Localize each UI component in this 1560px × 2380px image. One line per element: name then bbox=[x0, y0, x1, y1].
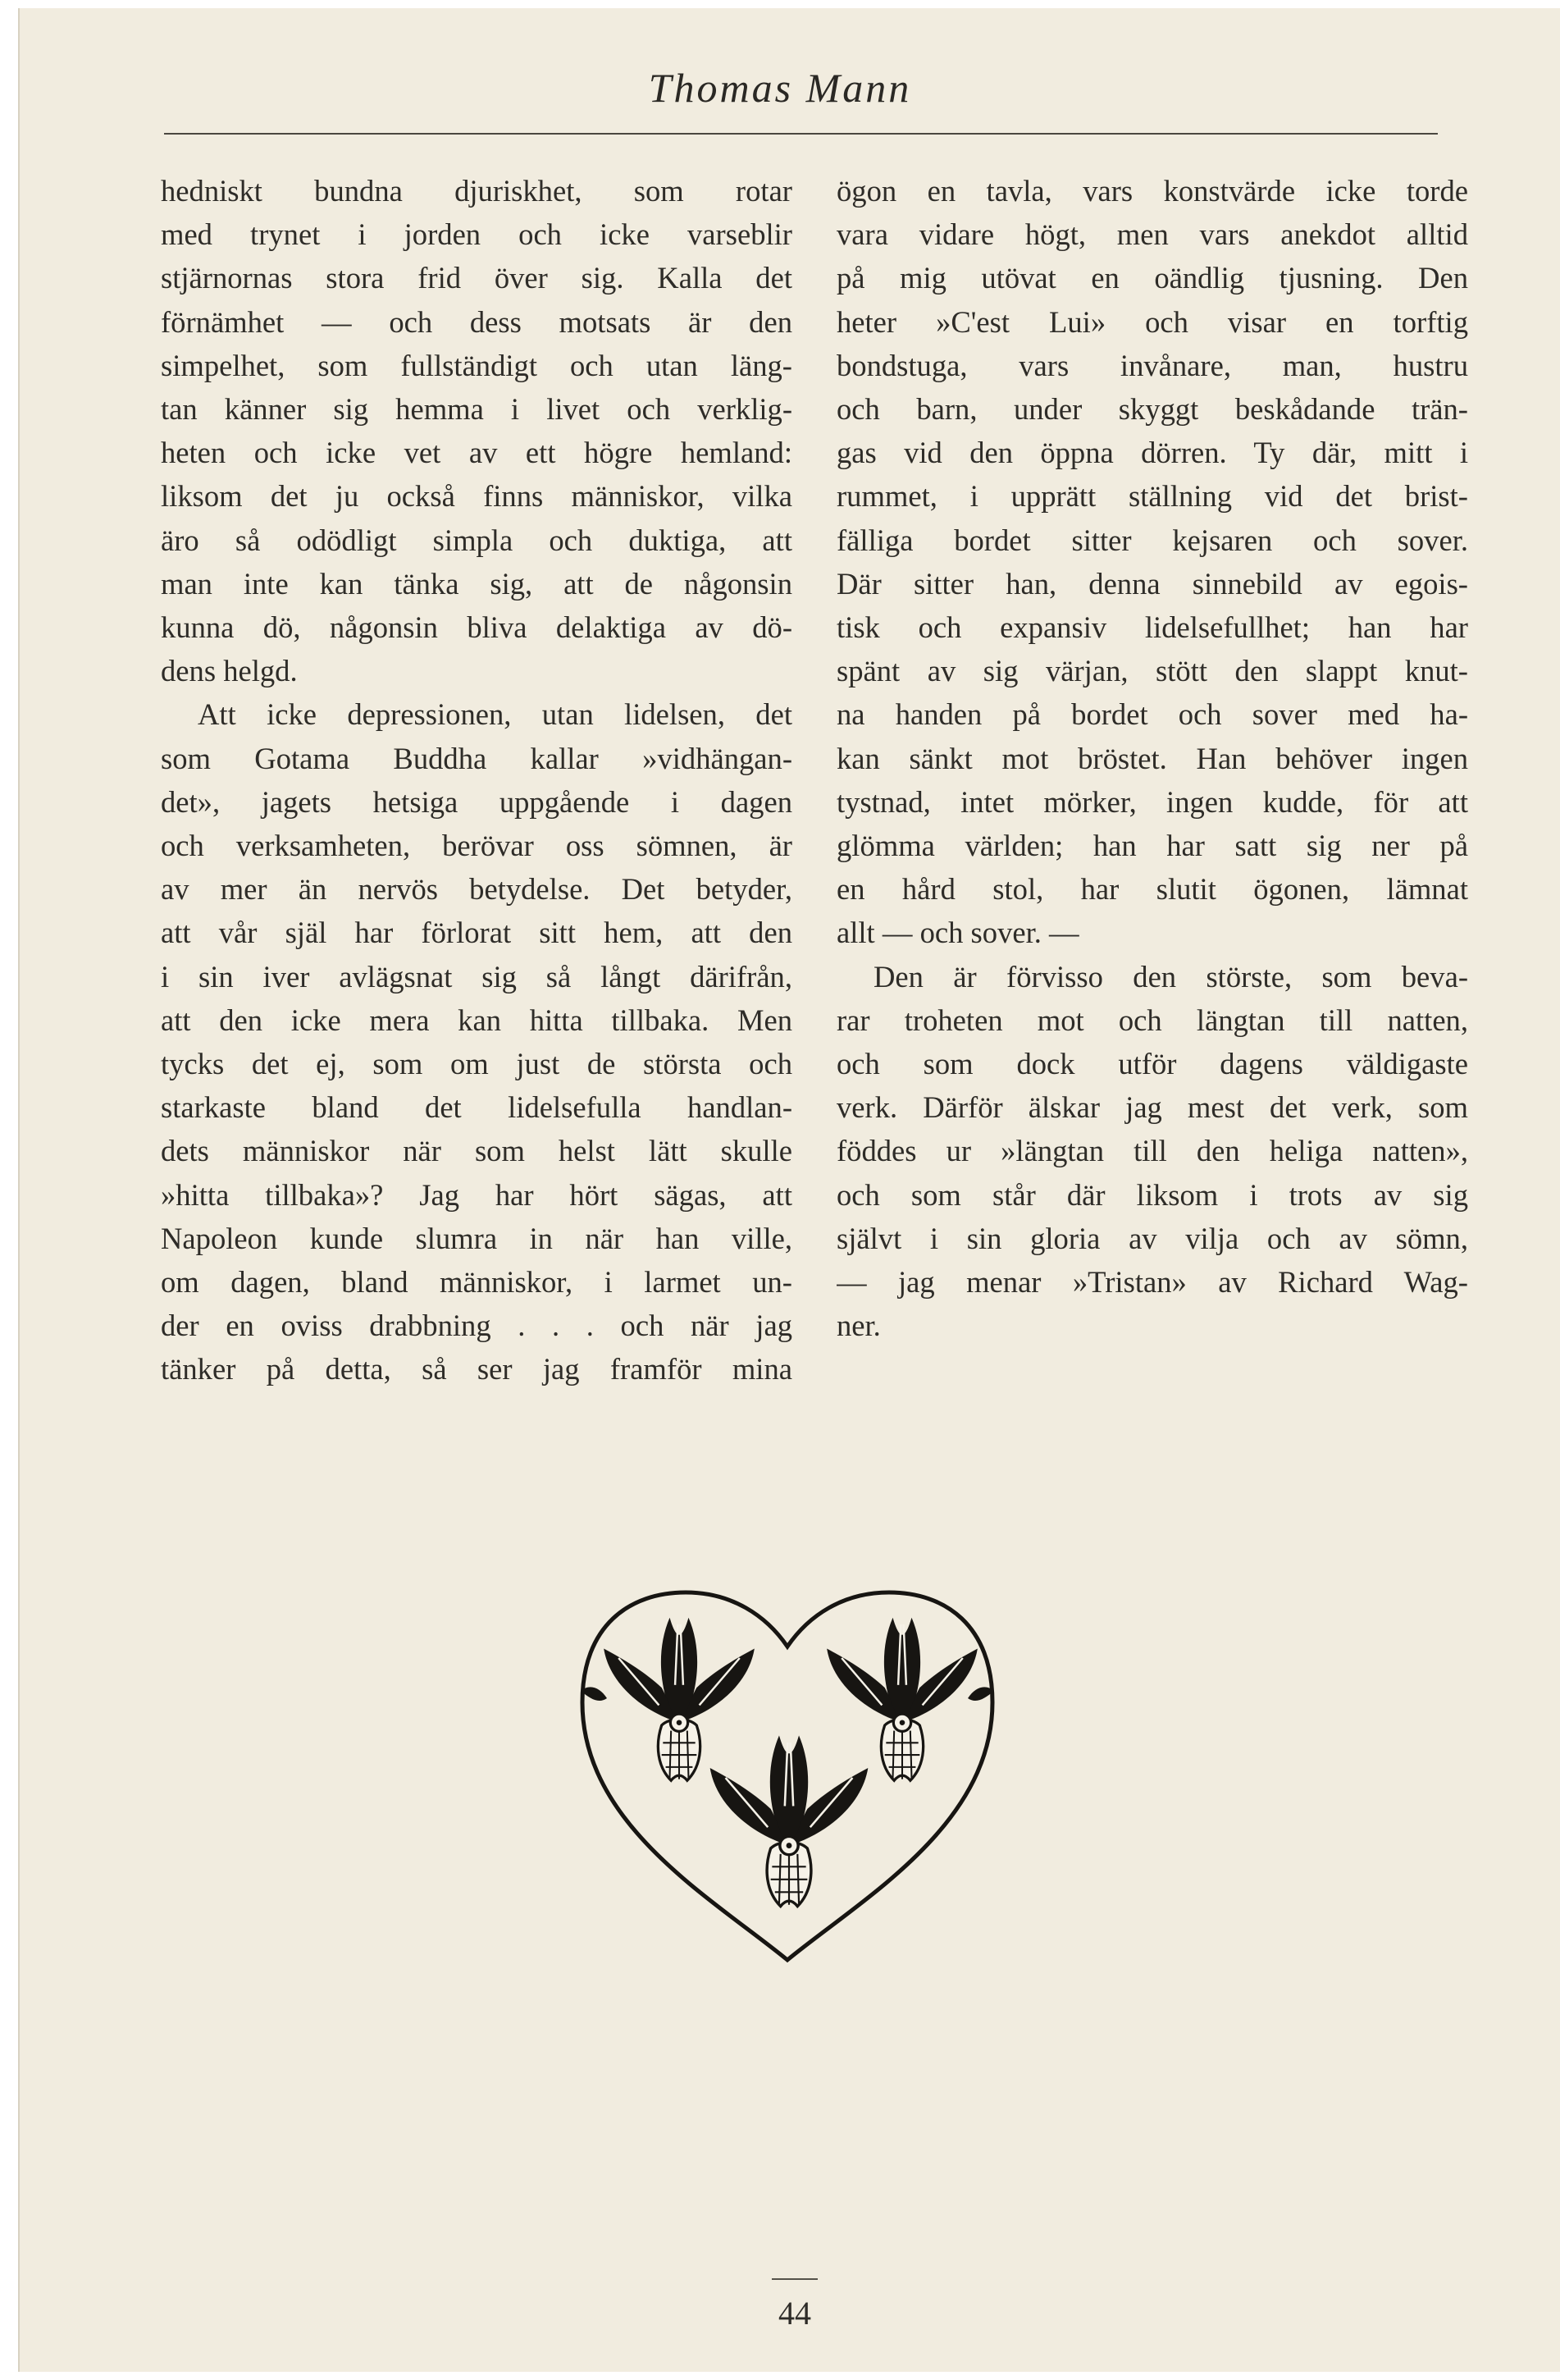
right-line: självt i sin gloria av vilja och av sömn, bbox=[837, 1221, 1468, 1255]
left-line: dens helgd. bbox=[161, 654, 298, 688]
left-line: i sin iver avlägsnat sig så långt därifrån, bbox=[161, 959, 792, 994]
right-line: verk. Därför älskar jag mest det verk, som bbox=[837, 1090, 1468, 1125]
left-line: Napoleon kunde slumra in när han ville, bbox=[161, 1221, 792, 1255]
right-line-paragraph-start: Den är förvisso den störste, som beva- bbox=[874, 959, 1468, 994]
right-line: na handen på bordet och sover med ha- bbox=[837, 697, 1468, 732]
right-line: tystnad, intet mörker, ingen kudde, för att bbox=[837, 784, 1468, 819]
right-line: glömma världen; han har satt sig ner på bbox=[837, 829, 1468, 863]
left-line: det», jagets hetsiga uppgående i dagen bbox=[161, 784, 792, 819]
left-line: med trynet i jorden och icke varseblir bbox=[161, 217, 792, 252]
left-line: tan känner sig hemma i livet och verklig- bbox=[161, 392, 792, 427]
left-line: der en oviss drabbning . . . och när jag bbox=[161, 1309, 792, 1343]
running-head-author: Thomas Mann bbox=[648, 65, 912, 111]
left-line: heten och icke vet av ett högre hemland: bbox=[161, 436, 792, 470]
left-line: starkaste bland det lidelsefulla handlan- bbox=[161, 1090, 792, 1125]
left-line: liksom det ju också finns människor, vilka bbox=[161, 479, 792, 514]
right-line: vara vidare högt, men vars anekdot alltid bbox=[837, 217, 1468, 252]
right-line: spänt av sig värjan, stött den slappt knut- bbox=[837, 654, 1468, 688]
right-line: rummet, i upprätt ställning vid det brist- bbox=[837, 479, 1468, 514]
left-line: stjärnornas stora frid över sig. Kalla det bbox=[161, 261, 792, 295]
left-line: kunna dö, någonsin bliva delaktiga av dö- bbox=[161, 610, 792, 645]
right-line: — jag menar »Tristan» av Richard Wag- bbox=[837, 1265, 1468, 1300]
right-line: kan sänkt mot bröstet. Han behöver ingen bbox=[837, 741, 1468, 775]
right-line: gas vid den öppna dörren. Ty där, mitt i bbox=[837, 436, 1468, 470]
left-line: tycks det ej, som om just de största och bbox=[161, 1047, 792, 1081]
right-line: på mig utövat en oändlig tjusning. Den bbox=[837, 261, 1468, 295]
left-line: äro så odödligt simpla och duktiga, att bbox=[161, 523, 792, 557]
right-line: bondstuga, vars invånare, man, hustru bbox=[837, 348, 1468, 382]
right-line: allt — och sover. — bbox=[837, 916, 1079, 950]
right-line: föddes ur »längtan till den heliga natten», bbox=[837, 1134, 1468, 1168]
right-line: och barn, under skyggt beskådande trän- bbox=[837, 392, 1468, 427]
left-line: dets människor när som helst lätt skulle bbox=[161, 1134, 792, 1168]
right-line: en hård stol, har slutit ögonen, lämnat bbox=[837, 872, 1468, 907]
left-line: att vår själ har förlorat sitt hem, att den bbox=[161, 916, 792, 950]
left-line: av mer än nervös betydelse. Det betyder, bbox=[161, 872, 792, 907]
right-line: och som dock utför dagens väldigaste bbox=[837, 1047, 1468, 1081]
left-line: hedniskt bundna djuriskhet, som rotar bbox=[161, 174, 792, 208]
left-line: förnämhet — och dess motsats är den bbox=[161, 304, 792, 339]
heart-orchid-vignette-icon bbox=[550, 1555, 1025, 1973]
left-line: tänker på detta, så ser jag framför mina bbox=[161, 1352, 792, 1386]
right-line: fälliga bordet sitter kejsaren och sover. bbox=[837, 523, 1468, 557]
left-line: om dagen, bland människor, i larmet un- bbox=[161, 1265, 792, 1300]
right-line: heter »C'est Lui» och visar en torftig bbox=[837, 304, 1468, 339]
right-text-column bbox=[837, 169, 1468, 1347]
right-line: ner. bbox=[837, 1309, 881, 1343]
left-line: och verksamheten, berövar oss sömnen, är bbox=[161, 829, 792, 863]
folio-rule bbox=[772, 2278, 818, 2280]
left-line: simpelhet, som fullständigt och utan läng- bbox=[161, 348, 792, 382]
right-line: ögon en tavla, vars konstvärde icke torde bbox=[837, 174, 1468, 208]
left-line: att den icke mera kan hitta tillbaka. Men bbox=[161, 1003, 792, 1037]
left-line: man inte kan tänka sig, att de någonsin bbox=[161, 566, 792, 601]
left-line-paragraph-start: Att icke depressionen, utan lidelsen, det bbox=[198, 697, 792, 732]
header-rule bbox=[164, 133, 1438, 135]
left-text-column bbox=[161, 169, 792, 1391]
right-line: och som står där liksom i trots av sig bbox=[837, 1177, 1468, 1212]
right-line: rar troheten mot och längtan till natten, bbox=[837, 1003, 1468, 1037]
left-line: »hitta tillbaka»? Jag har hört sägas, att bbox=[161, 1177, 792, 1212]
page-number: 44 bbox=[778, 2295, 811, 2332]
left-line: som Gotama Buddha kallar »vidhängan- bbox=[161, 741, 792, 775]
right-line: tisk och expansiv lidelsefullhet; han har bbox=[837, 610, 1468, 645]
right-line: Där sitter han, denna sinnebild av egois- bbox=[837, 566, 1468, 601]
